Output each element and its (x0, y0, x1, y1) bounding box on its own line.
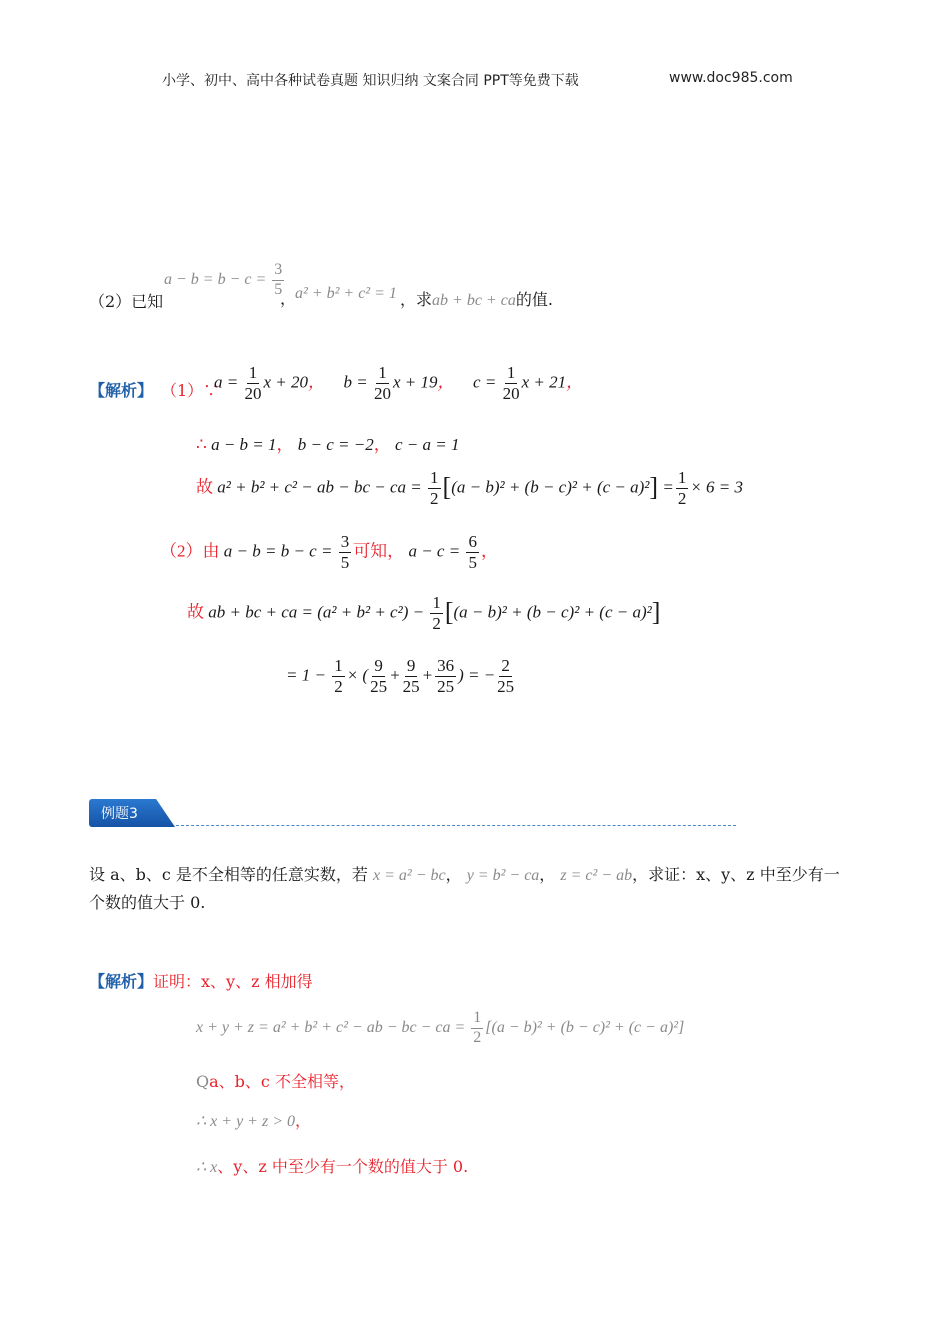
dashed-divider (176, 825, 736, 826)
example3-line1: 设 a、b、c 是不全相等的任意实数，若 x = a² − bc， y = b² − ca， z = c² − ab，求证：x、y、z 中至少有一 (89, 865, 840, 884)
solution3-equation: x + y + z = a² + b² + c² − ab − bc − ca = $\frac{1}{2}$ [(a − b)² + (b − c)² + (c − a)²] (196, 1009, 685, 1046)
part2-ask: ，求ab + bc + ca的值. (400, 290, 553, 309)
solution3-header: 【解析】证明：x、y、z 相加得 (89, 972, 313, 991)
part2-given2: a² + b² + c² = 1 (295, 285, 397, 302)
solution3-line3: ∴ x + y + z > 0， (196, 1111, 312, 1130)
example3-line2: 个数的值大于 0. (89, 893, 206, 912)
part2-given1: a − b = b − c = $\frac{3}{5}$ (164, 261, 283, 298)
solution3-line4: ∴ x、y、z 中至少有一个数的值大于 0. (196, 1157, 469, 1176)
solution1-line3: 故 a² + b² + c² − ab − bc − ca = $\frac{1}{2}$ [(a − b)² + (b − c)² + (c − a)²] = $\frac{1}{2}$ × 6 = 3 (196, 468, 744, 508)
example-tab-label: 例题3 (101, 806, 138, 822)
header-url[interactable]: www.doc985.com (669, 70, 793, 86)
solution1-line2: ∴ a − b = 1， b − c = −2， c − a = 1 (196, 435, 460, 454)
part2-label: （2）已知 (89, 292, 164, 311)
header-site-text: 小学、初中、高中各种试卷真题 知识归纳 文案合同 PPT等免费下载 (162, 73, 579, 89)
part2-comma: ， (280, 289, 297, 308)
solution2-line2: 故 ab + bc + ca = (a² + b² + c²) − $\frac{1}{2}$ [(a − b)² + (b − c)² + (c − a)²] (187, 593, 661, 633)
solution1-tag: 【解析】 (89, 381, 154, 400)
solution3-line2: Qa、b、c 不全相等， (196, 1072, 355, 1091)
solution2-line1: （2）由 a − b = b − c = $\frac{3}{5}$ 可知， a − c = $\frac{6}{5}$ ， (160, 532, 498, 572)
solution1-label: （1）∵ (161, 381, 220, 400)
solution2-line3: = 1 − $\frac{1}{2}$ × ( $\frac{9}{25}$ + $\frac{9}{25}$ + $\frac{36}{25}$ ) = − $\frac{2}{25}$ (286, 656, 515, 696)
solution1-line1: a = $\frac{1}{20}$ x + 20， b = $\frac{1}{20}$ x + 19， c = $\frac{1}{20}$ x + 21， (214, 363, 584, 403)
